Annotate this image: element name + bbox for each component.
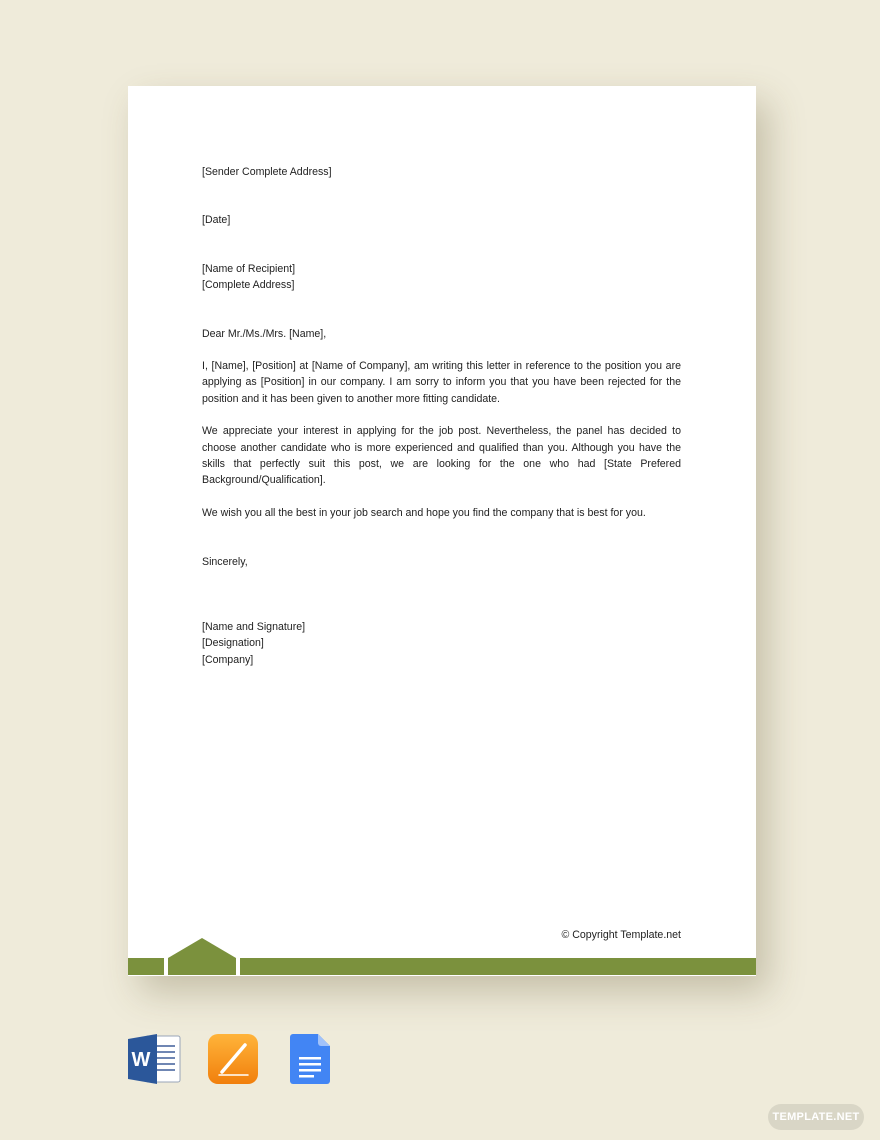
designation: [Designation] — [202, 637, 264, 650]
company: [Company] — [202, 653, 254, 666]
letter-document — [128, 86, 756, 976]
microsoft-word-icon[interactable] — [128, 1034, 182, 1084]
template-net-badge[interactable]: TEMPLATE.NET — [768, 1104, 864, 1130]
copyright-text: © Copyright Template.net — [561, 929, 681, 941]
paragraph-1: I, [Name], [Position] at [Name of Company], am writing this letter in reference to the position you are applying as [Position] in our company. I am sorry to inform you that you have been rejected for the position and it has been given to another more fitting candidate. — [202, 360, 681, 405]
paragraph-3: We wish you all the best in your job search and hope you find the company that is best for you. — [202, 506, 646, 519]
recipient-name: [Name of Recipient] — [202, 262, 296, 275]
footer-decoration — [128, 936, 756, 976]
footer-band-right — [240, 958, 756, 975]
signature-name: [Name and Signature] — [202, 620, 306, 633]
footer-house-shape — [168, 938, 236, 975]
word-letter: W — [131, 1049, 151, 1071]
footer-band-left — [128, 958, 164, 975]
paragraph-2: We appreciate your interest in applying for the job post. Nevertheless, the panel has decided to choose another candidate who is more experienced and qualified than you. Although you have the skills that perfectly suit this post, we are looking for the one who had [State Prefered Background/Qualification]. — [202, 425, 681, 487]
closing: Sincerely, — [202, 556, 248, 569]
google-docs-icon[interactable] — [290, 1034, 330, 1084]
letter-body — [202, 164, 681, 668]
apple-pages-icon[interactable] — [208, 1034, 258, 1084]
sender-address: [Sender Complete Address] — [202, 166, 332, 178]
date: [Date] — [202, 214, 231, 227]
recipient-address: [Complete Address] — [202, 279, 295, 292]
salutation: Dear Mr./Ms./Mrs. [Name], — [202, 327, 327, 340]
